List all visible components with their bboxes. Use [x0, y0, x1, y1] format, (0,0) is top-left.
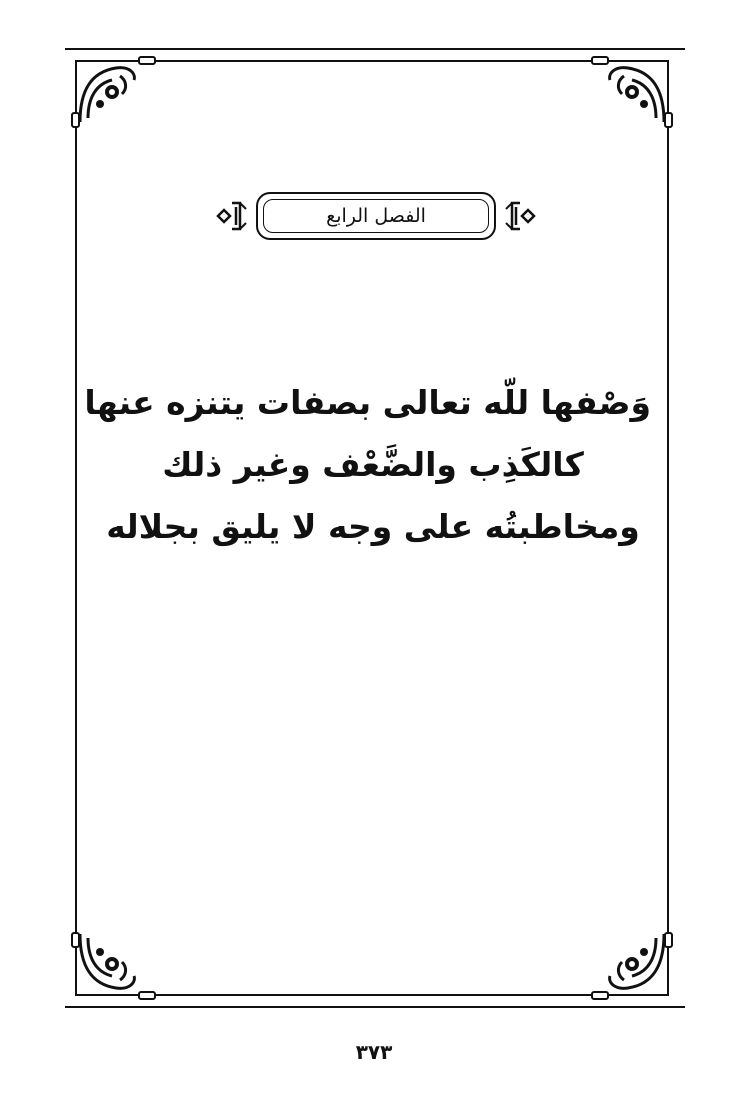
bottom-rule	[65, 1006, 685, 1008]
corner-ornament-icon	[76, 62, 140, 126]
chapter-title-box	[256, 192, 496, 240]
heading-line: كالكَذِب والضَّعْف وغير ذلك	[162, 445, 584, 484]
chapter-heading	[84, 372, 651, 558]
corner-ornament-icon	[604, 62, 668, 126]
page-number: ٣٧٣	[355, 1040, 393, 1064]
frame-tab-bottom-left	[138, 991, 156, 1000]
chapter-title-cartouche	[216, 186, 536, 246]
frame-tab-top-left	[138, 56, 156, 65]
corner-ornament-icon	[604, 930, 668, 994]
chapter-title: الفصل الرابع	[326, 205, 426, 227]
corner-ornament-icon	[76, 930, 140, 994]
heading-line: ومخاطبتُه على وجه لا يليق بجلاله	[106, 507, 640, 546]
top-rule	[65, 48, 685, 50]
diamond-ornament-icon	[504, 199, 536, 233]
heading-line: وَصْفها للّه تعالى بصفات يتنزه عنها	[84, 383, 651, 422]
diamond-ornament-icon	[216, 199, 248, 233]
